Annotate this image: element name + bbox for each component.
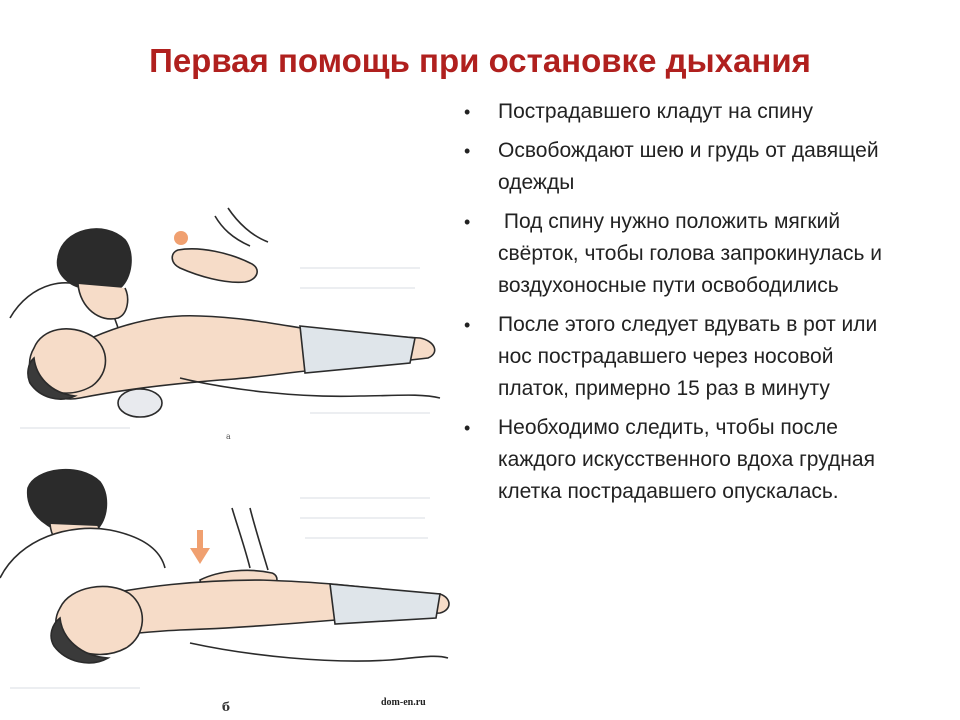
source-watermark: dom-en.ru <box>381 697 426 708</box>
bullet-dot-icon: • <box>464 141 471 161</box>
bullet-text: Необходимо следить, чтобы после каждого искусственного вдоха грудная клетка пострадавшего опускалась. <box>498 416 875 503</box>
bullet-item <box>462 309 902 405</box>
bullet-text: Пострадавшего кладут на спину <box>498 100 813 123</box>
bullet-item <box>462 412 902 508</box>
caption-b: б <box>222 700 231 714</box>
bullet-item <box>462 135 902 199</box>
bullet-text: После этого следует вдувать в рот или нос пострадавшего через носовой платок, примерно 15 раз в минуту <box>498 313 878 400</box>
caption-a: а <box>226 432 231 441</box>
scene-upper <box>10 208 440 428</box>
scene-lower <box>0 470 449 688</box>
slide-title: Первая помощь при остановке дыхания <box>149 42 811 79</box>
bullet-dot-icon: • <box>464 315 471 335</box>
bullet-dot-icon: • <box>464 418 471 438</box>
bullet-dot-icon: • <box>464 102 471 122</box>
bullet-text: Освобождают шею и грудь от давящей одежды <box>498 139 879 194</box>
bullet-item <box>462 96 902 128</box>
bullet-text: Под спину нужно положить мягкий свёрток, чтобы голова запрокинулась и воздухоносные пути освободились <box>498 210 888 297</box>
bullet-item <box>462 206 902 302</box>
bullet-list <box>462 96 902 515</box>
first-aid-illustration <box>0 198 460 720</box>
bullet-dot-icon: • <box>464 212 471 232</box>
